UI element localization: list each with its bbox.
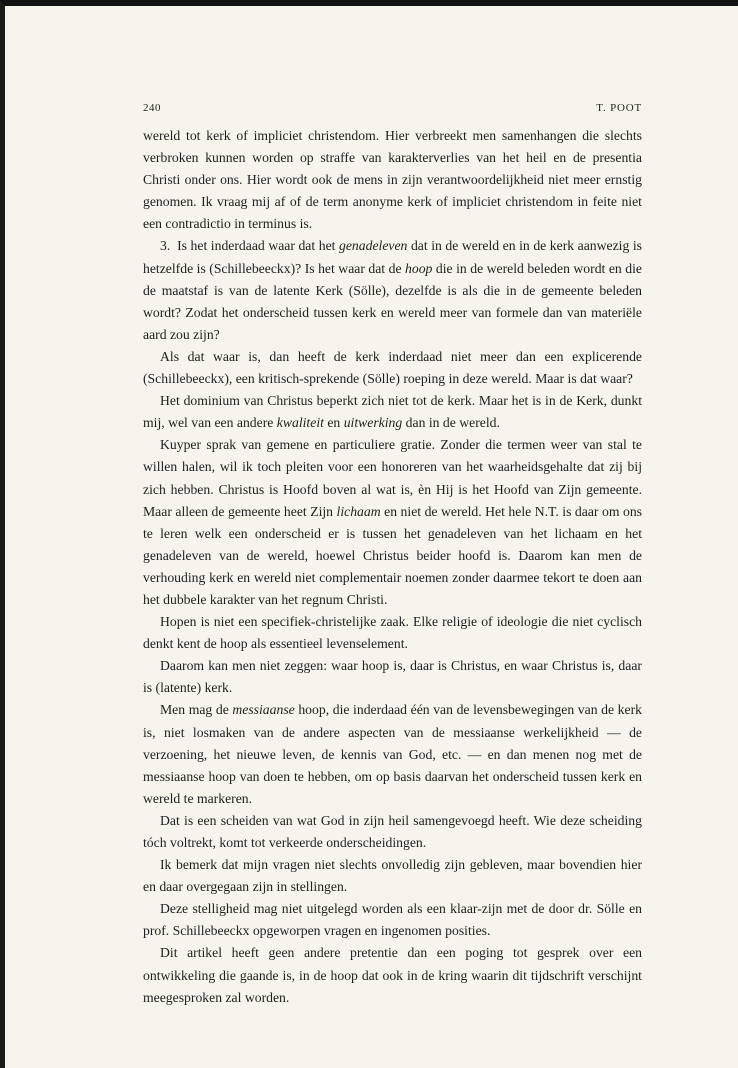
text-run: en niet de wereld. Het hele N.T. is daar om ons te leren welk een onderscheid er is tussen het genadeleven van het lichaam en het genadeleven van de wereld, hoewel Christus beider hoofd is. Daarom kan men de verhouding kerk en wereld niet complementair noemen zonder daarmee tekort te doen aan het dubbele karakter van het regnum Christi. bbox=[143, 503, 642, 607]
text-run: dat in de wereld en in de kerk aanwezig is hetzelfde is (Schillebeeckx)? Is het waar dat de bbox=[143, 238, 643, 276]
text-run: Dit artikel heeft geen andere pretentie dan een poging tot gesprek over een ontwikkeling die gaande is, in de hoop dat ook in de kring waarin dit tijdschrift verschijnt meegesproken zal worden. bbox=[143, 945, 642, 1005]
emphasized-term: genadeleven bbox=[339, 238, 408, 254]
text-run: dan in de wereld. bbox=[402, 415, 500, 431]
emphasized-term: hoop bbox=[405, 260, 433, 276]
paragraph bbox=[143, 611, 642, 655]
paragraph bbox=[143, 390, 642, 434]
paragraph bbox=[143, 942, 642, 1008]
paragraph bbox=[143, 810, 642, 854]
emphasized-term: messiaanse bbox=[232, 702, 295, 718]
text-run: Ik bemerk dat mijn vragen niet slechts onvolledig zijn gebleven, maar bovendien hier en daar overgegaan zijn in stellingen. bbox=[143, 857, 642, 895]
running-head bbox=[143, 102, 642, 114]
text-run: Deze stelligheid mag niet uitgelegd worden als een klaar-zijn met de door dr. Sölle en prof. Schillebeeckx opgeworpen vragen en ingenomen posities. bbox=[143, 901, 642, 939]
text-run: 3. Is het inderdaad waar dat het bbox=[160, 238, 339, 254]
emphasized-term: uitwerking bbox=[343, 415, 403, 431]
text-run: Als dat waar is, dan heeft de kerk inderdaad niet meer dan een explicerende (Schillebeeckx), een kritisch-sprekende (Sölle) roeping in deze wereld. Maar is dat waar? bbox=[143, 348, 642, 387]
text-run: hoop, die inderdaad één van de levensbewegingen van de kerk is, niet losmaken van de andere aspecten van de messiaanse werkelijkheid — de verzoening, het nieuwe leven, de kennis van God, etc. — en dan menen nog met de messiaanse hoop van doen te hebben, om op basis daarvan het onderscheid tussen kerk en wereld te markeren. bbox=[143, 702, 642, 806]
paragraph bbox=[143, 346, 642, 390]
text-run: Kuyper sprak van gemene en particuliere gratie. Zonder die termen weer van stal te willen halen, wil ik toch pleiten voor een honoreren van het waarheidsgehalte dat zij bij zich hebben. Christus is Hoofd boven al wat is, èn Hij is het Hoofd van Zijn gemeente. Maar alleen de gemeente heet Zijn bbox=[143, 437, 642, 519]
running-head-author: T. POOT bbox=[596, 102, 642, 114]
paragraph bbox=[143, 854, 642, 898]
paragraph bbox=[143, 125, 642, 235]
text-run: die in de wereld beleden wordt en die de maatstaf is van de latente Kerk (Sölle), dezelfde is als die in de gemeente beleden wordt? Zodat het onderscheid tussen kerk en wereld meer van formele dan van materiële aard zou zijn? bbox=[143, 260, 642, 342]
text-run: Het dominium van Christus beperkt zich niet tot de kerk. Maar het is in de Kerk, dunkt mij, wel van een andere bbox=[143, 393, 642, 431]
text-run: Daarom kan men niet zeggen: waar hoop is, daar is Christus, en waar Christus is, daar is (latente) kerk. bbox=[143, 658, 642, 696]
emphasized-term: kwaliteit bbox=[276, 415, 324, 431]
paragraph bbox=[143, 235, 642, 345]
text-run: Hopen is niet een specifiek-christelijke zaak. Elke religie of ideologie die niet cyclisch denkt kent de hoop als essentieel levenselement. bbox=[143, 614, 642, 652]
text-run: Dat is een scheiden van wat God in zijn heil samengevoegd heeft. Wie deze scheiding tóch voltrekt, komt tot verkeerde onderscheidingen. bbox=[143, 812, 642, 850]
text-run: en bbox=[323, 415, 344, 431]
article-body bbox=[143, 125, 642, 1009]
emphasized-term: lichaam bbox=[336, 503, 381, 519]
text-run: Men mag de bbox=[160, 702, 233, 718]
paragraph bbox=[143, 655, 642, 699]
paragraph bbox=[143, 434, 642, 611]
page-content bbox=[143, 102, 642, 1009]
paragraph bbox=[143, 898, 642, 942]
paragraph bbox=[143, 699, 642, 809]
page-number: 240 bbox=[143, 102, 161, 114]
text-run: wereld tot kerk of impliciet christendom. Hier verbreekt men samenhangen die slechts verbroken kunnen worden op straffe van karakterverlies van het heil en de presentia Christi onder ons. Hier wordt ook de mens in zijn verantwoordelijkheid niet meer ernstig genomen. Ik vraag mij af of de term anonyme kerk of impliciet christendom in feite niet een contradictio in terminus is. bbox=[143, 128, 642, 232]
